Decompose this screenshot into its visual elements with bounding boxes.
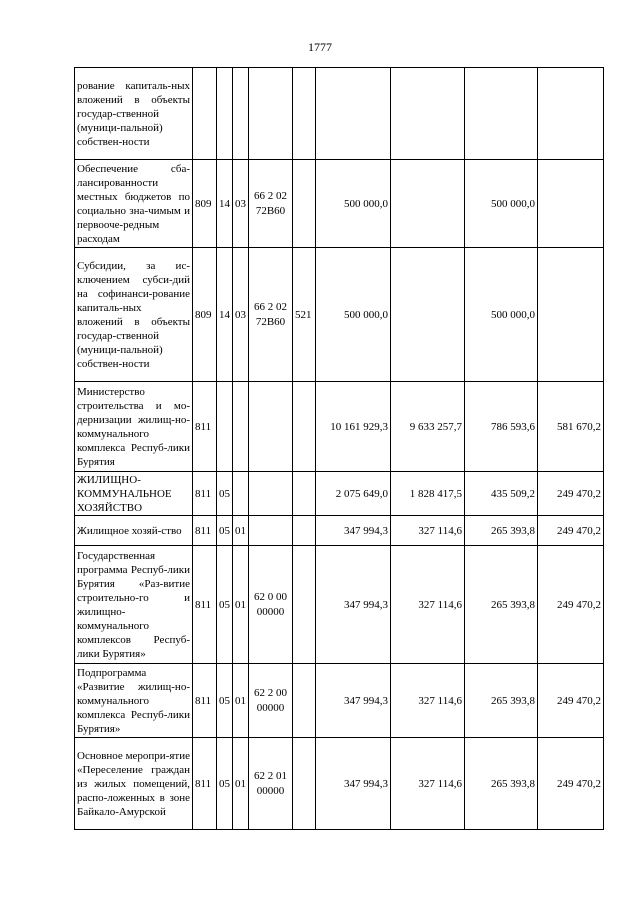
page-number: 1777	[308, 40, 332, 54]
amount-col-4: 249 470,2	[538, 738, 604, 830]
amount-col-4: 249 470,2	[538, 472, 604, 516]
subsection-code: 01	[233, 546, 249, 664]
amount-col-3	[465, 68, 538, 160]
amount-col-3: 786 593,6	[465, 382, 538, 472]
subsection-code: 01	[233, 738, 249, 830]
amount-col-2: 9 633 257,7	[391, 382, 465, 472]
subsection-code	[233, 472, 249, 516]
target-article-code	[249, 382, 293, 472]
amount-total: 347 994,3	[316, 664, 391, 738]
amount-col-4: 249 470,2	[538, 516, 604, 546]
expense-type-code	[293, 738, 316, 830]
amount-total: 500 000,0	[316, 248, 391, 382]
section-code: 05	[217, 516, 233, 546]
subsection-code	[233, 382, 249, 472]
ministry-code: 809	[193, 248, 217, 382]
table-row	[75, 664, 604, 738]
target-article-code: 66 2 02 72В60	[249, 248, 293, 382]
amount-col-4: 249 470,2	[538, 546, 604, 664]
ministry-code: 811	[193, 382, 217, 472]
target-article-code: 62 2 01 00000	[249, 738, 293, 830]
amount-col-2	[391, 68, 465, 160]
budget-table	[74, 67, 604, 830]
amount-col-4	[538, 248, 604, 382]
target-article-code	[249, 68, 293, 160]
row-name: ЖИЛИЩНО-КОММУНАЛЬНОЕ ХОЗЯЙСТВО	[75, 472, 193, 516]
amount-col-3: 265 393,8	[465, 738, 538, 830]
subsection-code: 01	[233, 516, 249, 546]
expense-type-code	[293, 68, 316, 160]
expense-type-code	[293, 546, 316, 664]
table-row	[75, 68, 604, 160]
table-row	[75, 160, 604, 248]
amount-total: 10 161 929,3	[316, 382, 391, 472]
amount-col-2	[391, 160, 465, 248]
expense-type-code	[293, 382, 316, 472]
amount-col-2	[391, 248, 465, 382]
section-code	[217, 68, 233, 160]
subsection-code	[233, 68, 249, 160]
ministry-code	[193, 68, 217, 160]
row-name: Основное меропри-ятие «Переселение граждан из жилых помещений, распо-ложенных в зоне Байкало-Амурской	[75, 738, 193, 830]
amount-col-4	[538, 160, 604, 248]
section-code: 14	[217, 160, 233, 248]
amount-col-3: 435 509,2	[465, 472, 538, 516]
row-name: Субсидии, за ис-ключением субси-дий на софинанси-рование капиталь-ных вложений в объекты государ-ственной (муници-пальной) собствен-ности	[75, 248, 193, 382]
expense-type-code	[293, 664, 316, 738]
ministry-code: 809	[193, 160, 217, 248]
ministry-code: 811	[193, 472, 217, 516]
expense-type-code	[293, 160, 316, 248]
row-name: Подпрограмма «Развитие жилищ-но-коммунального комплекса Респуб-лики Бурятия»	[75, 664, 193, 738]
subsection-code: 03	[233, 248, 249, 382]
ministry-code: 811	[193, 546, 217, 664]
amount-col-2: 1 828 417,5	[391, 472, 465, 516]
target-article-code	[249, 516, 293, 546]
target-article-code: 62 2 00 00000	[249, 664, 293, 738]
subsection-code: 01	[233, 664, 249, 738]
amount-col-4	[538, 68, 604, 160]
amount-col-3: 500 000,0	[465, 248, 538, 382]
section-code: 05	[217, 546, 233, 664]
amount-col-2: 327 114,6	[391, 664, 465, 738]
ministry-code: 811	[193, 516, 217, 546]
section-code: 05	[217, 738, 233, 830]
amount-col-4: 581 670,2	[538, 382, 604, 472]
target-article-code: 66 2 02 72В60	[249, 160, 293, 248]
amount-col-2: 327 114,6	[391, 546, 465, 664]
row-name: Государственная программа Респуб-лики Бурятия «Раз-витие строительно-го и жилищно-коммунального комплексов Респуб-лики Бурятия»	[75, 546, 193, 664]
amount-total: 500 000,0	[316, 160, 391, 248]
row-name: Обеспечение сба-лансированности местных бюджетов по социально зна-чимым и первооче-редным расходам	[75, 160, 193, 248]
table-body	[75, 68, 604, 830]
table-row	[75, 248, 604, 382]
expense-type-code: 521	[293, 248, 316, 382]
expense-type-code	[293, 516, 316, 546]
amount-total: 2 075 649,0	[316, 472, 391, 516]
table-row	[75, 738, 604, 830]
row-name: Министерство строительства и мо-дернизации жилищ-но-коммунального комплекса Респуб-лики Бурятия	[75, 382, 193, 472]
section-code: 05	[217, 664, 233, 738]
amount-col-2: 327 114,6	[391, 738, 465, 830]
ministry-code: 811	[193, 664, 217, 738]
amount-total: 347 994,3	[316, 546, 391, 664]
amount-col-2: 327 114,6	[391, 516, 465, 546]
table-row	[75, 382, 604, 472]
table-row	[75, 472, 604, 516]
amount-col-3: 265 393,8	[465, 664, 538, 738]
subsection-code: 03	[233, 160, 249, 248]
expense-type-code	[293, 472, 316, 516]
amount-col-3: 265 393,8	[465, 546, 538, 664]
amount-col-3: 500 000,0	[465, 160, 538, 248]
section-code: 05	[217, 472, 233, 516]
table-row	[75, 546, 604, 664]
amount-total: 347 994,3	[316, 738, 391, 830]
target-article-code	[249, 472, 293, 516]
table-row	[75, 516, 604, 546]
row-name: рование капиталь-ных вложений в объекты государ-ственной (муници-пальной) собствен-ности	[75, 68, 193, 160]
target-article-code: 62 0 00 00000	[249, 546, 293, 664]
amount-col-4: 249 470,2	[538, 664, 604, 738]
row-name: Жилищное хозяй-ство	[75, 516, 193, 546]
section-code: 14	[217, 248, 233, 382]
amount-total: 347 994,3	[316, 516, 391, 546]
section-code	[217, 382, 233, 472]
amount-total	[316, 68, 391, 160]
ministry-code: 811	[193, 738, 217, 830]
amount-col-3: 265 393,8	[465, 516, 538, 546]
